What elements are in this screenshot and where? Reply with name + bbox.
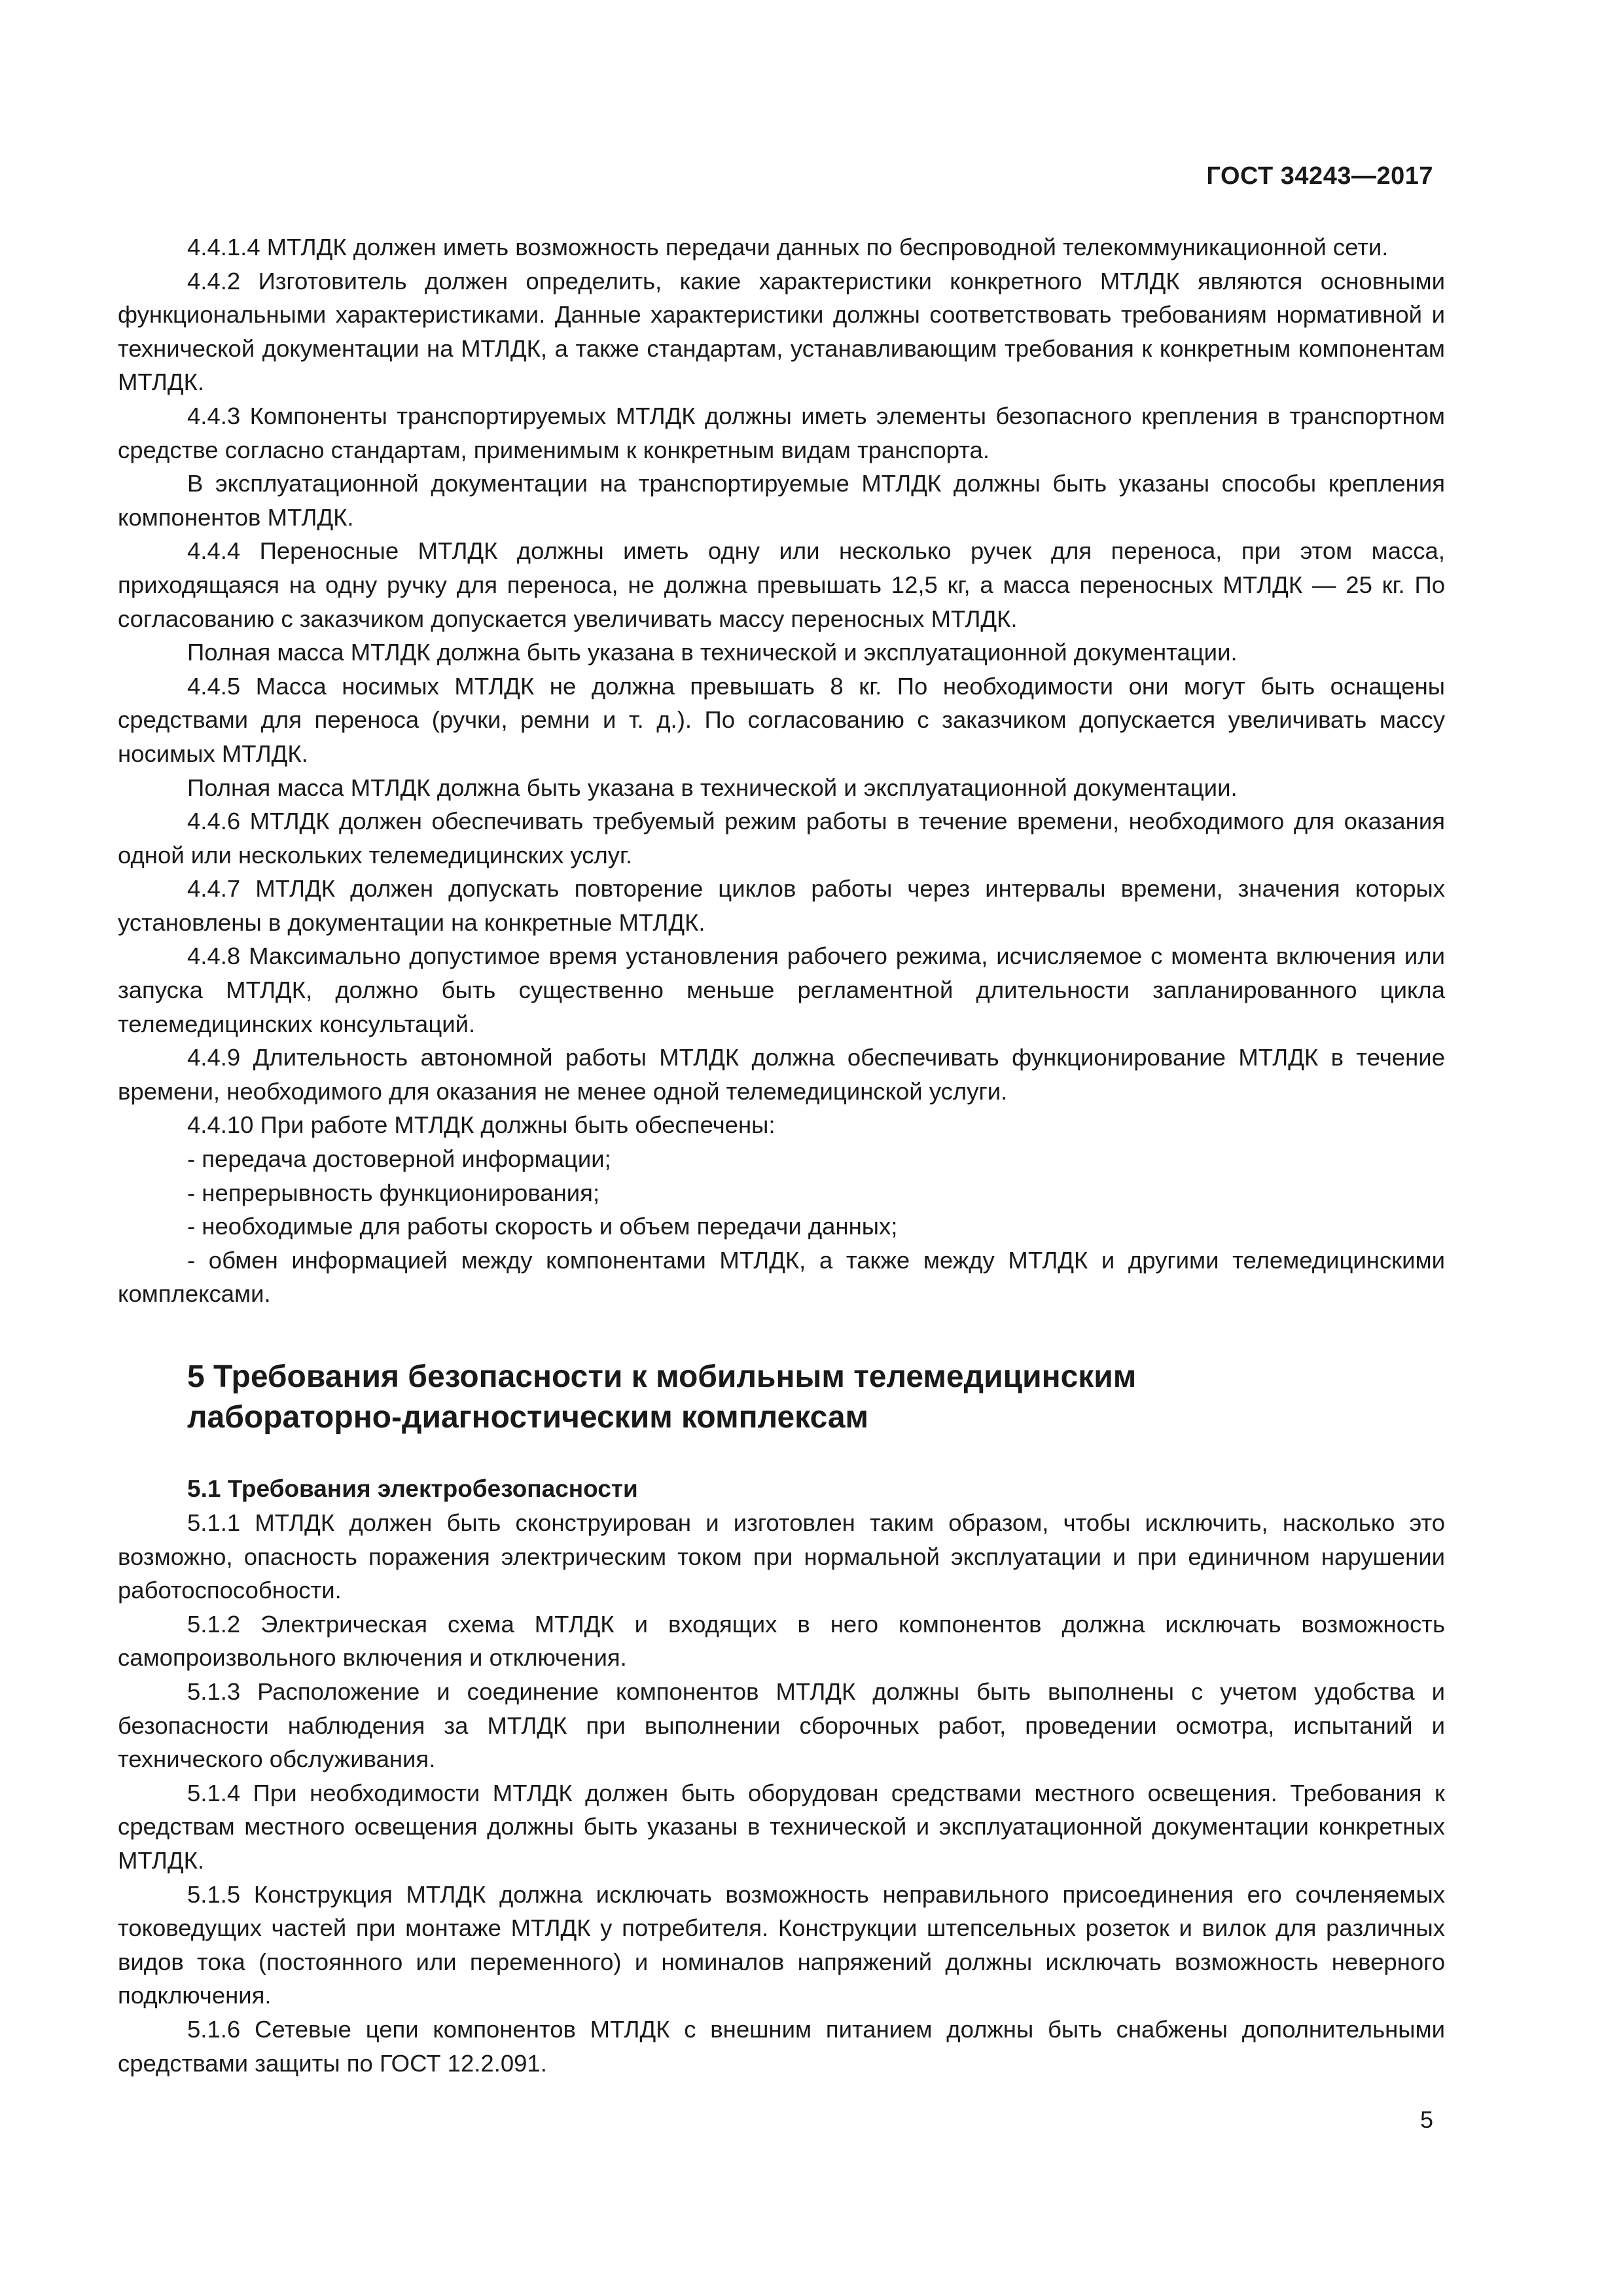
paragraph-4-4-6: 4.4.6 МТЛДК должен обеспечивать требуемый режим работы в течение времени, необходимого для оказания одной или нескольких телемедицинских услуг. [118,808,1445,869]
list-item: - передача достоверной информации; [187,1145,611,1173]
paragraph-5-1-3: 5.1.3 Расположение и соединение компонентов МТЛДК должны быть выполнены с учетом удобства и безопасности наблюдения за МТЛДК при выполнении сборочных работ, проведении осмотра, испытаний и технического обслуживания. [118,1677,1445,1773]
paragraph-4-4-8: 4.4.8 Максимально допустимое время установления рабочего режима, исчисляемое с момента включения или запуска МТЛДК, должно быть существенно меньше регламентной длительности запланированного цикла телемедицинских консультаций. [118,942,1445,1037]
paragraph-4-4-5: 4.4.5 Масса носимых МТЛДК не должна превышать 8 кг. По необходимости они могут быть оснащены средствами для переноса (ручки, ремни и т. д.). По согласованию с заказчиком допускается увеличивать массу носимых МТЛДК. [118,672,1445,767]
section-5-heading-line1: 5 Требования безопасности к мобильным телемедицинским [187,1359,1137,1394]
paragraph-4-4-3-note: В эксплуатационной документации на транспортируемые МТЛДК должны быть указаны способы крепления компонентов МТЛДК. [118,470,1445,531]
paragraph-4-4-7: 4.4.7 МТЛДК должен допускать повторение циклов работы через интервалы времени, значения которых установлены в документации на конкретные МТЛДК. [118,875,1445,936]
section-5-heading-line2: лабораторно-диагностическим комплексам [187,1400,869,1435]
paragraph-4-4-2: 4.4.2 Изготовитель должен определить, какие характеристики конкретного МТЛДК являются основными функциональными характеристиками. Данные характеристики должны соответствовать требованиям нормативной и технической документации на МТЛДК, а также стандартам, устанавливающим требования к конкретным компонентам МТЛДК. [118,267,1445,396]
page-number: 5 [1419,2106,1433,2133]
paragraph-5-1-1: 5.1.1 МТЛДК должен быть сконструирован и изготовлен таким образом, чтобы исключить, насколько это возможно, опасность поражения электрическим током при нормальной эксплуатации и при единичном нарушении работоспособности. [118,1509,1445,1604]
paragraph-4-4-1-4: 4.4.1.4 МТЛДК должен иметь возможность передачи данных по беспроводной телекоммуникационной сети. [187,234,1389,260]
document-body [118,230,1445,2080]
paragraph-4-4-4-note: Полная масса МТЛДК должна быть указана в технической и эксплуатационной документации. [187,639,1238,666]
subsection-5-1-heading: 5.1 Требования электробезопасности [187,1475,638,1502]
standard-code-header: ГОСТ 34243—2017 [1206,162,1433,190]
paragraph-5-1-5: 5.1.5 Конструкция МТЛДК должна исключать возможность неправильного присоединения его сочленяемых токоведущих частей при монтаже МТЛДК у потребителя. Конструкции штепсельных розеток и вилок для различных видов тока (постоянного или переменного) и номиналов напряжений должны исключать возможность неверного подключения. [118,1880,1445,2009]
paragraph-5-1-6: 5.1.6 Сетевые цепи компонентов МТЛДК с внешним питанием должны быть снабжены дополнительными средствами защиты по ГОСТ 12.2.091. [118,2015,1445,2077]
paragraph-4-4-3: 4.4.3 Компоненты транспортируемых МТЛДК должны иметь элементы безопасного крепления в транспортном средстве согласно стандартам, применимым к конкретным видам транспорта. [118,402,1445,463]
paragraph-5-1-2: 5.1.2 Электрическая схема МТЛДК и входящих в него компонентов должна исключать возможность самопроизвольного включения и отключения. [118,1610,1445,1672]
paragraph-4-4-9: 4.4.9 Длительность автономной работы МТЛДК должна обеспечивать функционирование МТЛДК в течение времени, необходимого для оказания не менее одной телемедицинской услуги. [118,1044,1445,1105]
list-item: - обмен информацией между компонентами МТЛДК, а также между МТЛДК и другими телемедицинскими комплексами. [118,1246,1445,1308]
list-item: - необходимые для работы скорость и объем передачи данных; [187,1213,898,1240]
section-5-heading [118,1357,1445,1438]
paragraph-5-1-4: 5.1.4 При необходимости МТЛДК должен быть оборудован средствами местного освещения. Требования к средствам местного освещения должны быть указаны в технической и эксплуатационной документации конкретных МТЛДК. [118,1779,1445,1874]
paragraph-4-4-4: 4.4.4 Переносные МТЛДК должны иметь одну или несколько ручек для переноса, при этом масса, приходящаяся на одну ручку для переноса, не должна превышать 12,5 кг, а масса переносных МТЛДК — 25 кг. По согласованию с заказчиком допускается увеличивать массу переносных МТЛДК. [118,537,1445,632]
paragraph-4-4-10: 4.4.10 При работе МТЛДК должны быть обеспечены: [187,1111,776,1139]
list-item: - непрерывность функционирования; [187,1179,600,1206]
paragraph-4-4-5-note: Полная масса МТЛДК должна быть указана в технической и эксплуатационной документации. [187,774,1238,801]
